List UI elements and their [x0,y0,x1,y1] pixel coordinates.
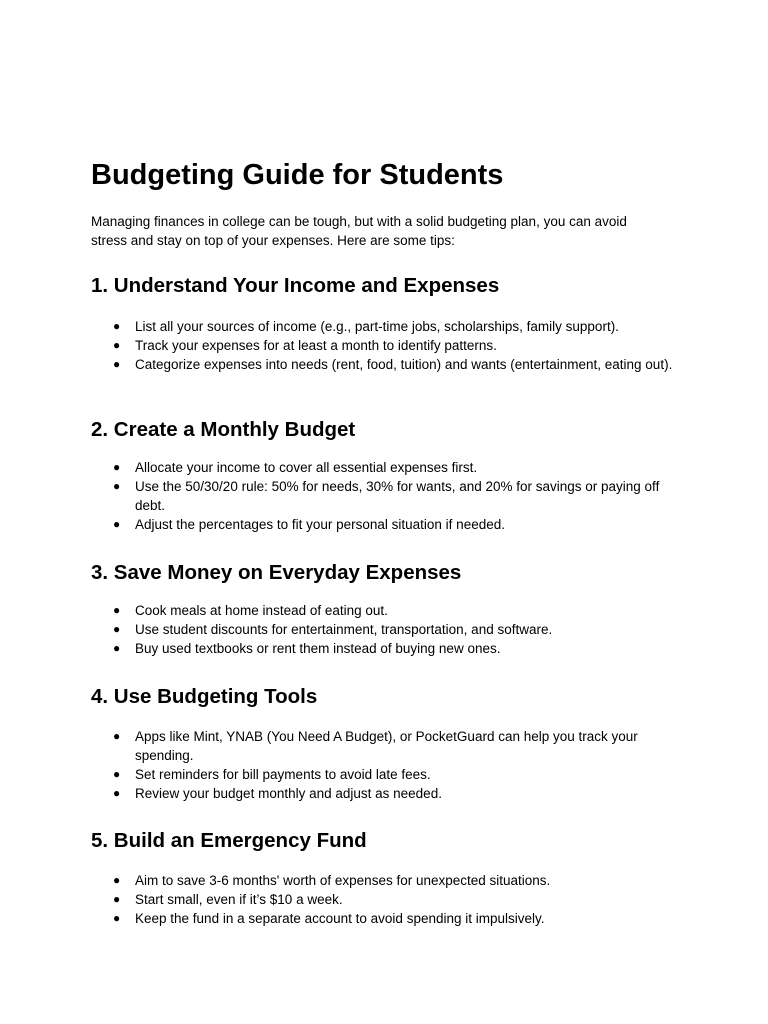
bullet-icon: ● [113,479,121,493]
bullet-icon: ● [113,460,121,474]
bullet-icon: ● [113,873,121,887]
intro-paragraph: Managing finances in college can be tough, but with a solid budgeting plan, you can avoid stress and stay on top of your expenses. Here are some tips: [91,214,627,248]
list-item: ● Review your budget monthly and adjust as needed. [113,786,442,801]
bullet-list [91,458,691,534]
section-heading: 3. Save Money on Everyday Expenses [91,561,462,584]
section-heading: 2. Create a Monthly Budget [91,418,356,441]
bullet-list [91,601,691,658]
section-heading: 4. Use Budgeting Tools [91,685,318,708]
bullet-list [91,727,691,803]
section-budgeting-tools [91,684,691,803]
list-item: ● Allocate your income to cover all essential expenses first. [113,460,478,475]
list-item: ● Keep the fund in a separate account to avoid spending it impulsively. [113,911,545,926]
bullet-icon: ● [113,786,121,800]
list-item: ● Start small, even if it’s $10 a week. [113,892,343,907]
bullet-list [91,317,691,374]
list-item: ● Use the 50/30/20 rule: 50% for needs, 30% for wants, and 20% for savings or paying off debt. [113,479,660,513]
bullet-list [91,871,691,928]
bullet-icon: ● [113,729,121,743]
bullet-icon: ● [113,603,121,617]
bullet-icon: ● [113,641,121,655]
list-item: ● Apps like Mint, YNAB (You Need A Budget), or PocketGuard can help you track your spending. [113,729,638,763]
bullet-icon: ● [113,517,121,531]
section-heading: 5. Build an Emergency Fund [91,829,367,852]
section-save-money [91,560,691,658]
section-heading: 1. Understand Your Income and Expenses [91,274,500,297]
section-emergency-fund [91,828,691,928]
list-item: ● Buy used textbooks or rent them instead of buying new ones. [113,641,501,656]
bullet-icon: ● [113,892,121,906]
list-item: ● Track your expenses for at least a month to identify patterns. [113,338,497,353]
list-item: ● Adjust the percentages to fit your personal situation if needed. [113,517,505,532]
list-item: ● Set reminders for bill payments to avoid late fees. [113,767,431,782]
bullet-icon: ● [113,357,121,371]
bullet-icon: ● [113,767,121,781]
section-monthly-budget [91,417,691,534]
list-item: ● List all your sources of income (e.g., part-time jobs, scholarships, family support). [113,319,619,334]
bullet-icon: ● [113,911,121,925]
page-title: Budgeting Guide for Students [91,159,504,191]
list-item: ● Categorize expenses into needs (rent, food, tuition) and wants (entertainment, eating out). [113,357,673,372]
section-income-expenses [91,273,691,374]
bullet-icon: ● [113,338,121,352]
bullet-icon: ● [113,622,121,636]
list-item: ● Use student discounts for entertainment, transportation, and software. [113,622,553,637]
list-item: ● Aim to save 3-6 months' worth of expenses for unexpected situations. [113,873,551,888]
bullet-icon: ● [113,319,121,333]
list-item: ● Cook meals at home instead of eating out. [113,603,388,618]
